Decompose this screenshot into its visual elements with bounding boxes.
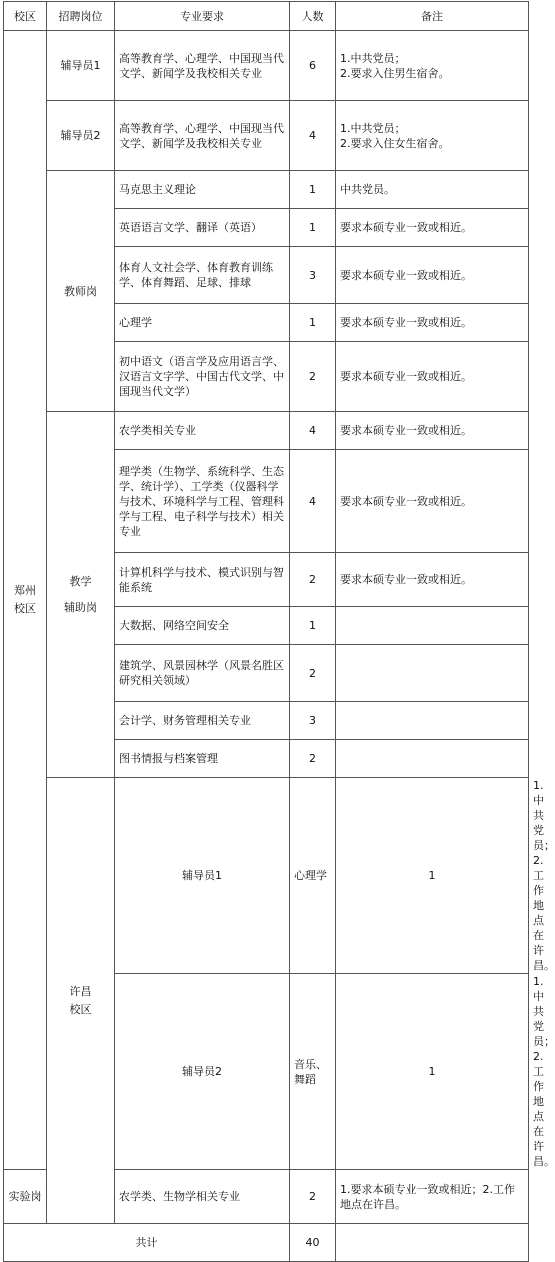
- note-cell: 1.中共党员； 2.要求入住男生宿舍。: [336, 31, 529, 101]
- count-cell: 2: [290, 342, 336, 412]
- count-cell: 1: [290, 171, 336, 209]
- count-cell: 2: [290, 740, 336, 778]
- major-cell: 高等教育学、心理学、中国现当代文学、新闻学及我校相关专业: [115, 101, 290, 171]
- table-row: [4, 412, 529, 450]
- note-cell: [336, 740, 529, 778]
- major-cell: 英语语言文学、翻译（英语）: [115, 209, 290, 247]
- note-cell: [336, 607, 529, 645]
- note-cell: [336, 702, 529, 740]
- count-cell: 6: [290, 31, 336, 101]
- total-count: 40: [290, 1224, 336, 1262]
- note-cell: 1.中共党员； 2.要求入住女生宿舍。: [336, 101, 529, 171]
- total-row: [4, 1224, 529, 1262]
- major-cell: 会计学、财务管理相关专业: [115, 702, 290, 740]
- count-cell: 2: [290, 1170, 336, 1224]
- count-cell: 1: [336, 974, 529, 1170]
- note-cell: 要求本硕专业一致或相近。: [336, 342, 529, 412]
- position-cell: 实验岗: [4, 1170, 47, 1224]
- note-cell: 1.要求本硕专业一致或相近；2.工作地点在许昌。: [336, 1170, 529, 1224]
- count-cell: 1: [290, 304, 336, 342]
- major-cell: 计算机科学与技术、模式识别与智能系统: [115, 553, 290, 607]
- count-cell: 1: [336, 778, 529, 974]
- note-cell: 要求本硕专业一致或相近。: [336, 553, 529, 607]
- major-cell: 高等教育学、心理学、中国现当代文学、新闻学及我校相关专业: [115, 31, 290, 101]
- note-cell: 中共党员。: [336, 171, 529, 209]
- count-cell: 2: [290, 553, 336, 607]
- count-cell: 3: [290, 702, 336, 740]
- major-cell: 农学类相关专业: [115, 412, 290, 450]
- header-major: 专业要求: [115, 2, 290, 31]
- recruitment-table: [3, 1, 555, 1262]
- position-assist: 教学 辅助岗: [47, 412, 115, 778]
- table-row: [4, 171, 529, 209]
- table-row: 许昌 校区 辅导员1 心理学 1 1.中共党员； 2.工作地点在许昌。: [4, 778, 529, 974]
- major-cell: 体育人文社会学、体育教育训练学、体育舞蹈、足球、排球: [115, 247, 290, 304]
- position-cell: 辅导员1: [115, 778, 290, 974]
- major-cell: 图书情报与档案管理: [115, 740, 290, 778]
- header-note: 备注: [336, 2, 529, 31]
- position-cell: 辅导员2: [115, 974, 290, 1170]
- table-row: 辅导员2 音乐、舞蹈 1 1.中共党员； 2.工作地点在许昌。: [4, 974, 529, 1170]
- major-cell: 心理学: [115, 304, 290, 342]
- major-cell: 大数据、网络空间安全: [115, 607, 290, 645]
- position-teacher: 教师岗: [47, 171, 115, 412]
- header-campus: 校区: [4, 2, 47, 31]
- count-cell: 2: [290, 645, 336, 702]
- campus-zhengzhou: 郑州 校区: [4, 31, 47, 1170]
- position-cell: 辅导员1: [47, 31, 115, 101]
- note-cell: 要求本硕专业一致或相近。: [336, 412, 529, 450]
- count-cell: 1: [290, 607, 336, 645]
- total-note: [336, 1224, 529, 1262]
- major-cell: 初中语文（语言学及应用语言学、汉语言文字学、中国古代文学、中国现当代文学）: [115, 342, 290, 412]
- header-count: 人数: [290, 2, 336, 31]
- major-cell: 建筑学、风景园林学（风景名胜区研究相关领域）: [115, 645, 290, 702]
- count-cell: 3: [290, 247, 336, 304]
- table-row: [4, 101, 529, 171]
- table-row: [4, 31, 529, 101]
- note-cell: 要求本硕专业一致或相近。: [336, 450, 529, 553]
- header-position: 招聘岗位: [47, 2, 115, 31]
- major-cell: 心理学: [290, 778, 336, 974]
- major-cell: 理学类（生物学、系统科学、生态学、统计学）、工学类（仪器科学与技术、环境科学与工程、管理科学与工程、电子科学与技术）相关专业: [115, 450, 290, 553]
- note-cell: 要求本硕专业一致或相近。: [336, 304, 529, 342]
- count-cell: 4: [290, 101, 336, 171]
- major-cell: 音乐、舞蹈: [290, 974, 336, 1170]
- note-cell: 要求本硕专业一致或相近。: [336, 247, 529, 304]
- campus-xuchang: 许昌 校区: [47, 778, 115, 1224]
- major-cell: 马克思主义理论: [115, 171, 290, 209]
- major-cell: 农学类、生物学相关专业: [115, 1170, 290, 1224]
- count-cell: 1: [290, 209, 336, 247]
- position-cell: 辅导员2: [47, 101, 115, 171]
- note-cell: [336, 645, 529, 702]
- count-cell: 4: [290, 412, 336, 450]
- table-header-row: [4, 2, 529, 31]
- total-label: 共计: [4, 1224, 290, 1262]
- count-cell: 4: [290, 450, 336, 553]
- note-cell: 要求本硕专业一致或相近。: [336, 209, 529, 247]
